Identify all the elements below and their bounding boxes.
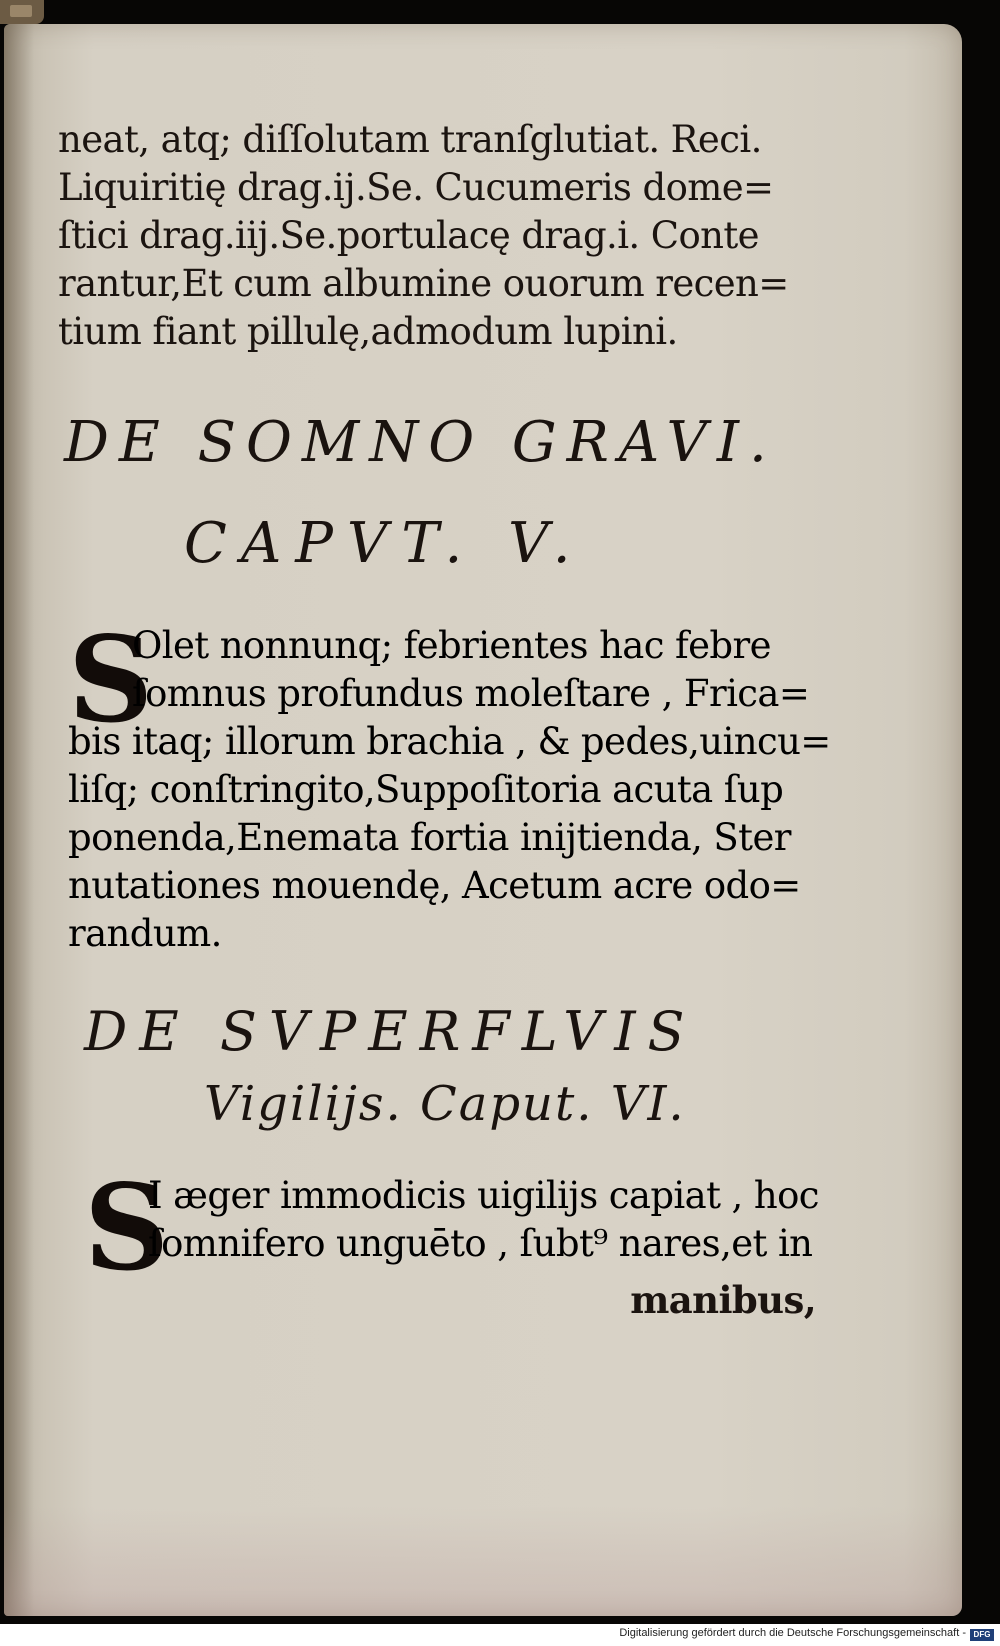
text-line: nutationes mouendę, Acetum acre odo= [68,864,801,907]
section-heading: DE SVPERFLVIS [84,1000,697,1063]
gutter-shadow [4,24,34,1616]
section-heading: DE SOMNO GRAVI. [64,410,777,475]
drop-cap: S [84,1158,170,1297]
text-line: bis itaq; illorum brachia , & pedes,uincu= [68,720,831,763]
book-corner-tab [0,0,44,24]
funding-notice: Digitalisierung gefördert durch die Deutsche Forschungsgemeinschaft - [619,1627,966,1639]
text-line: I æger immodicis uigilijs capiat , hoc [148,1174,819,1217]
text-line: randum. [68,912,222,955]
paragraph-recipe [58,116,818,356]
chapter-heading: Vigilijs. Caput. VI. [204,1076,686,1132]
text-line: ſtici drag.iij.Se.portulacę drag.i. Conte [58,214,759,257]
text-line: tium fiant pillulę,admodum lupini. [58,310,678,353]
text-line: Olet nonnunq; febrientes hac febre [132,624,771,667]
text-line: Liquiritię drag.ij.Se. Cucumeris dome= [58,166,774,209]
corner-tab-label [10,5,32,17]
text-line: neat, atq; diſſolutam tranſglutiat. Reci. [58,118,762,161]
drop-cap: S [68,610,154,749]
digitization-footer [0,1624,1000,1646]
book-page [4,24,962,1616]
text-line: ſomnus profundus moleſtare , Frica= [132,672,810,715]
dfg-logo-icon: DFG [970,1629,994,1641]
text-line: ponenda,Enemata fortia inijtienda, Ster [68,816,791,859]
catchword-block [64,1276,824,1324]
page-discoloration [4,1506,962,1616]
catchword: manibus, [630,1278,816,1322]
text-line: rantur,Et cum albumine ouorum recen= [58,262,789,305]
chapter-heading: CAPVT. V. [184,511,585,576]
text-line: ſomnifero unguēto , ſubt⁹ nares,et in [148,1222,813,1265]
text-line: liſq; conſtringito,Suppoſitoria acuta ſup [68,768,784,811]
